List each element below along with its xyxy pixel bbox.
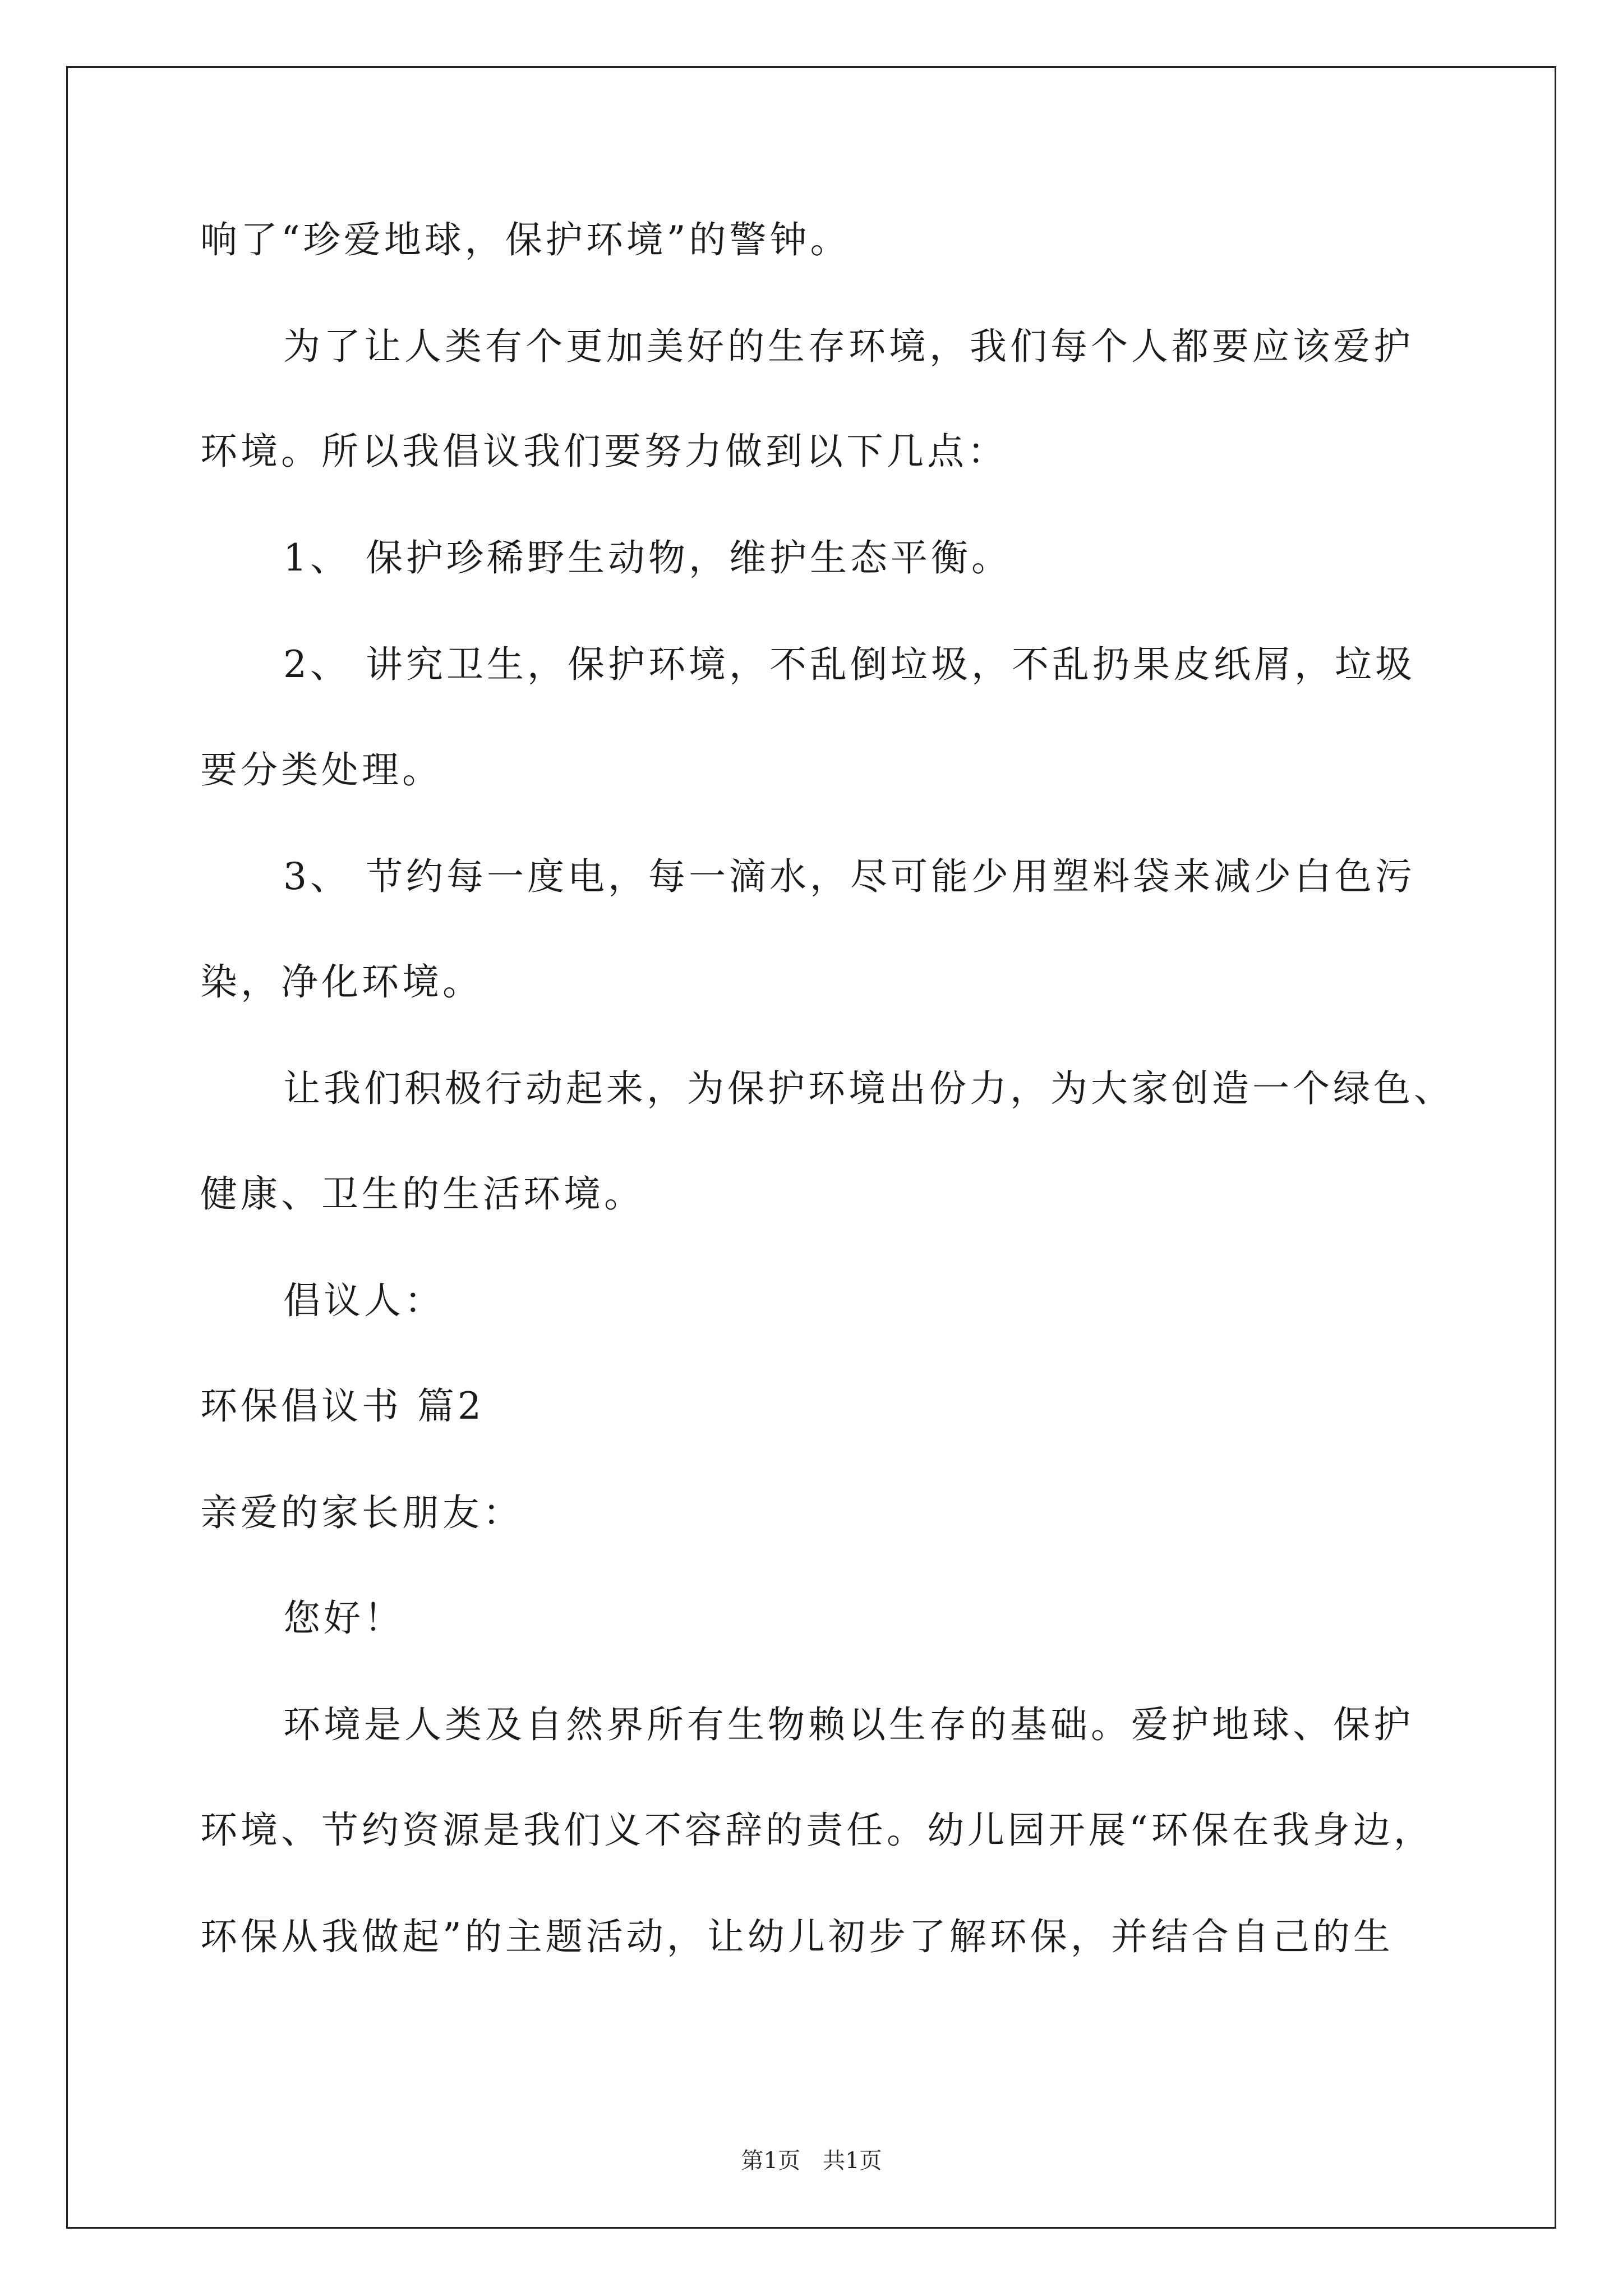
text-line: 环保从我做起”的主题活动，让幼儿初步了解环保，并结合自己的生 <box>200 1915 1394 1958</box>
text-line: 要分类处理。 <box>200 748 442 792</box>
paragraph-line: 为了让人类有个更加美好的生存环境，我们每个人都要应该爱护 <box>283 325 1414 368</box>
paragraph-line: 环境是人类及自然界所有生物赖以生存的基础。爱护地球、保护 <box>283 1703 1414 1746</box>
list-item-line: 3、 节约每一度电，每一滴水，尽可能少用塑料袋来减少白色污 <box>283 855 1415 898</box>
greeting: 您好！ <box>283 1596 404 1640</box>
text-line: 环境、节约资源是我们义不容辞的责任。幼儿园开展“环保在我身边， <box>200 1809 1434 1852</box>
page-frame <box>66 66 1556 2229</box>
list-item-line: 2、 讲究卫生，保护环境，不乱倒垃圾，不乱扔果皮纸屑，垃圾 <box>283 643 1415 686</box>
signature-label: 倡议人： <box>283 1279 445 1322</box>
list-item-line: 1、 保护珍稀野生动物，维护生态平衡。 <box>283 536 1012 579</box>
paragraph-line: 让我们积极行动起来，为保护环境出份力，为大家创造一个绿色、 <box>283 1067 1454 1110</box>
salutation: 亲爱的家长朋友： <box>200 1491 523 1534</box>
text-line: 染，净化环境。 <box>200 960 483 1004</box>
text-line: 健康、卫生的生活环境。 <box>200 1172 644 1216</box>
section-heading: 环保倡议书 篇2 <box>200 1384 485 1428</box>
text-line: 环境。所以我倡议我们要努力做到以下几点： <box>200 430 1008 473</box>
page-footer: 第1页 共1页 <box>741 2148 882 2174</box>
text-line: 响了“珍爱地球，保护环境”的警钟。 <box>200 218 851 261</box>
